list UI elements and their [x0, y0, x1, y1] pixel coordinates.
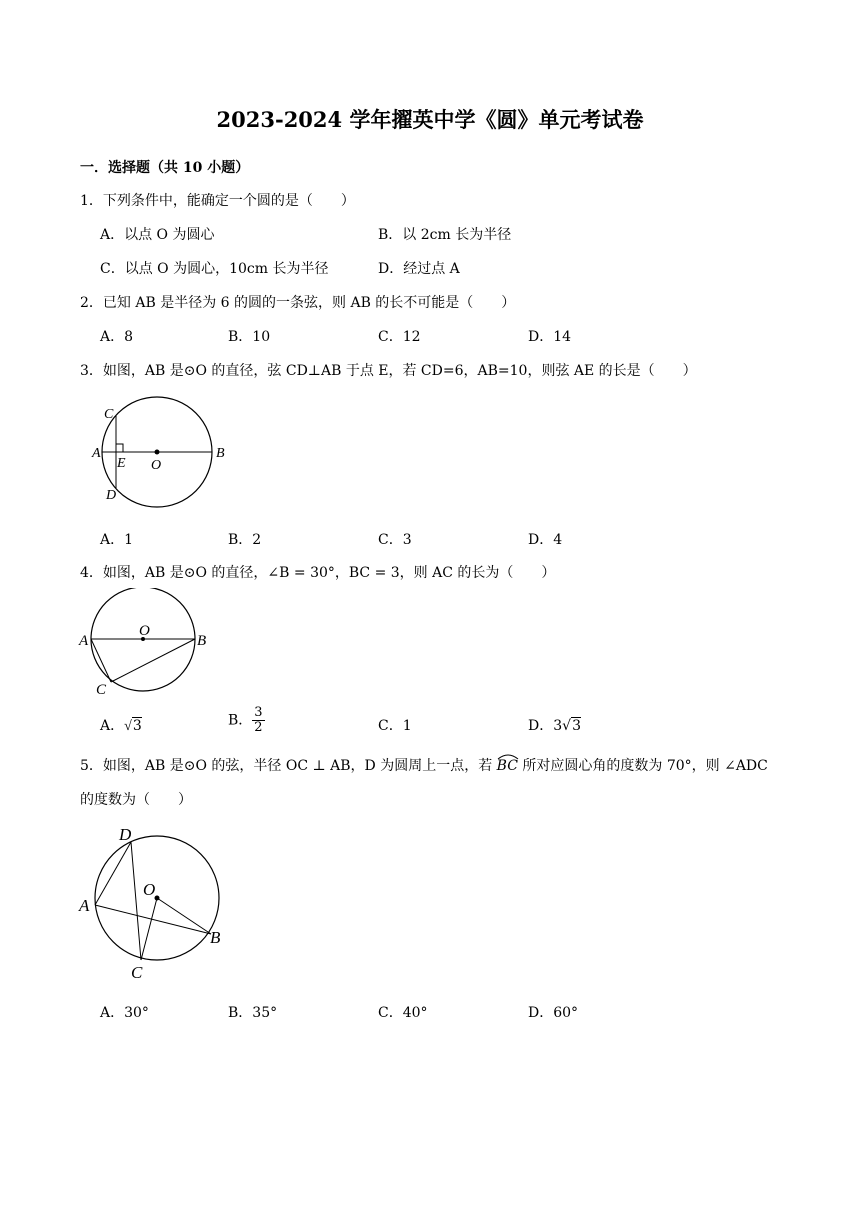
q4-option-d: D．3√3: [528, 718, 581, 734]
q4-label-b: B: [197, 633, 207, 649]
q2-stem: 2．已知 AB 是半径为 6 的圆的一条弦，则 AB 的长不可能是（ ）: [80, 295, 516, 311]
q5-label-o: O: [143, 880, 156, 899]
q4-figure: [75, 588, 215, 700]
q4-option-d-coefficient: 3: [553, 718, 563, 734]
q4-stem: 4．如图，AB 是⊙O 的直径，∠B = 30°，BC = 3，则 AC 的长为（ ）: [80, 565, 556, 581]
q4-option-b-fraction: [252, 706, 264, 735]
q3-right-angle-mark: [116, 444, 123, 452]
q5-radius-ob: [157, 898, 211, 934]
section-heading: 一．选择题（共 10 小题）: [80, 160, 250, 176]
q5-stem-line1: [80, 755, 768, 775]
q1-option-c: C．以点 O 为圆心，10cm 长为半径: [100, 261, 329, 277]
q4-option-b-label: B．: [228, 712, 253, 729]
q5-arc-label: BC: [496, 758, 518, 774]
q5-arc-bc: [497, 758, 518, 774]
q4-option-b-numerator: 3: [254, 705, 263, 720]
q4-chord-bc: [111, 639, 195, 682]
q4-option-d-radicand: 3: [572, 718, 581, 734]
q3-option-b: B．2: [228, 532, 262, 548]
q4-label-c: C: [96, 682, 107, 698]
q1-stem: 1．下列条件中，能确定一个圆的是（ ）: [80, 193, 355, 209]
q5-figure: [73, 820, 233, 985]
q2-option-b: B．10: [228, 329, 271, 345]
q5-chord-ab: [95, 905, 211, 934]
q4-option-a: A．√3: [100, 718, 142, 734]
q5-label-a: A: [79, 896, 90, 915]
q1-option-a: A．以点 O 为圆心: [100, 227, 215, 243]
q5-arc-symbol: [497, 752, 519, 760]
q2-option-d: D．14: [528, 329, 572, 345]
q3-option-d: D．4: [528, 532, 563, 548]
q3-option-c: C．3: [378, 532, 412, 548]
q3-label-e: E: [117, 456, 126, 471]
q3-center-dot: [155, 450, 160, 455]
q4-option-a-radicand: 3: [132, 718, 142, 734]
q5-stem-line2: 的度数为（ ）: [80, 792, 192, 808]
q5-option-d: D．60°: [528, 1005, 579, 1021]
q5-label-b: B: [210, 928, 221, 947]
q5-stem-part2: 所对应圆心角的度数为 70°，则 ∠ADC: [522, 758, 768, 774]
q5-radius-oc: [141, 898, 157, 960]
q2-option-a: A．8: [100, 329, 134, 345]
q1-option-b: B．以 2cm 长为半径: [378, 227, 512, 243]
q4-label-a: A: [79, 633, 89, 649]
q5-stem-part1: 5．如图，AB 是⊙O 的弦，半径 OC ⊥ AB，D 为圆周上一点，若: [80, 758, 493, 774]
q5-chord-dc: [131, 842, 141, 960]
q4-option-b-denominator: 2: [254, 720, 263, 735]
q3-figure: [85, 396, 235, 508]
q3-stem: 3．如图，AB 是⊙O 的直径，弦 CD⊥AB 于点 E，若 CD=6，AB=10，则弦 AE 的长是（ ）: [80, 363, 697, 379]
q5-label-c: C: [131, 963, 143, 982]
q3-label-a: A: [92, 446, 101, 461]
exam-title: 2023-2024 学年擢英中学《圆》单元考试卷: [216, 107, 644, 132]
q5-label-d: D: [119, 825, 132, 844]
q4-option-b: [228, 706, 265, 735]
q2-option-c: C．12: [378, 329, 421, 345]
q5-option-c: C．40°: [378, 1005, 428, 1021]
q4-option-a-label: A．: [100, 718, 125, 734]
q3-option-a: A．1: [100, 532, 134, 548]
q3-label-o: O: [151, 458, 162, 473]
q4-option-d-label: D．: [528, 718, 554, 734]
q4-label-o: O: [139, 623, 150, 639]
q4-chord-ac: [91, 639, 111, 682]
q3-label-d: D: [106, 488, 117, 503]
q5-option-b: B．35°: [228, 1005, 278, 1021]
q3-label-c: C: [104, 407, 114, 422]
q1-option-d: D．经过点 A: [378, 261, 460, 277]
q4-option-c: C．1: [378, 718, 412, 734]
q5-option-a: A．30°: [100, 1005, 149, 1021]
q3-label-b: B: [216, 446, 225, 461]
